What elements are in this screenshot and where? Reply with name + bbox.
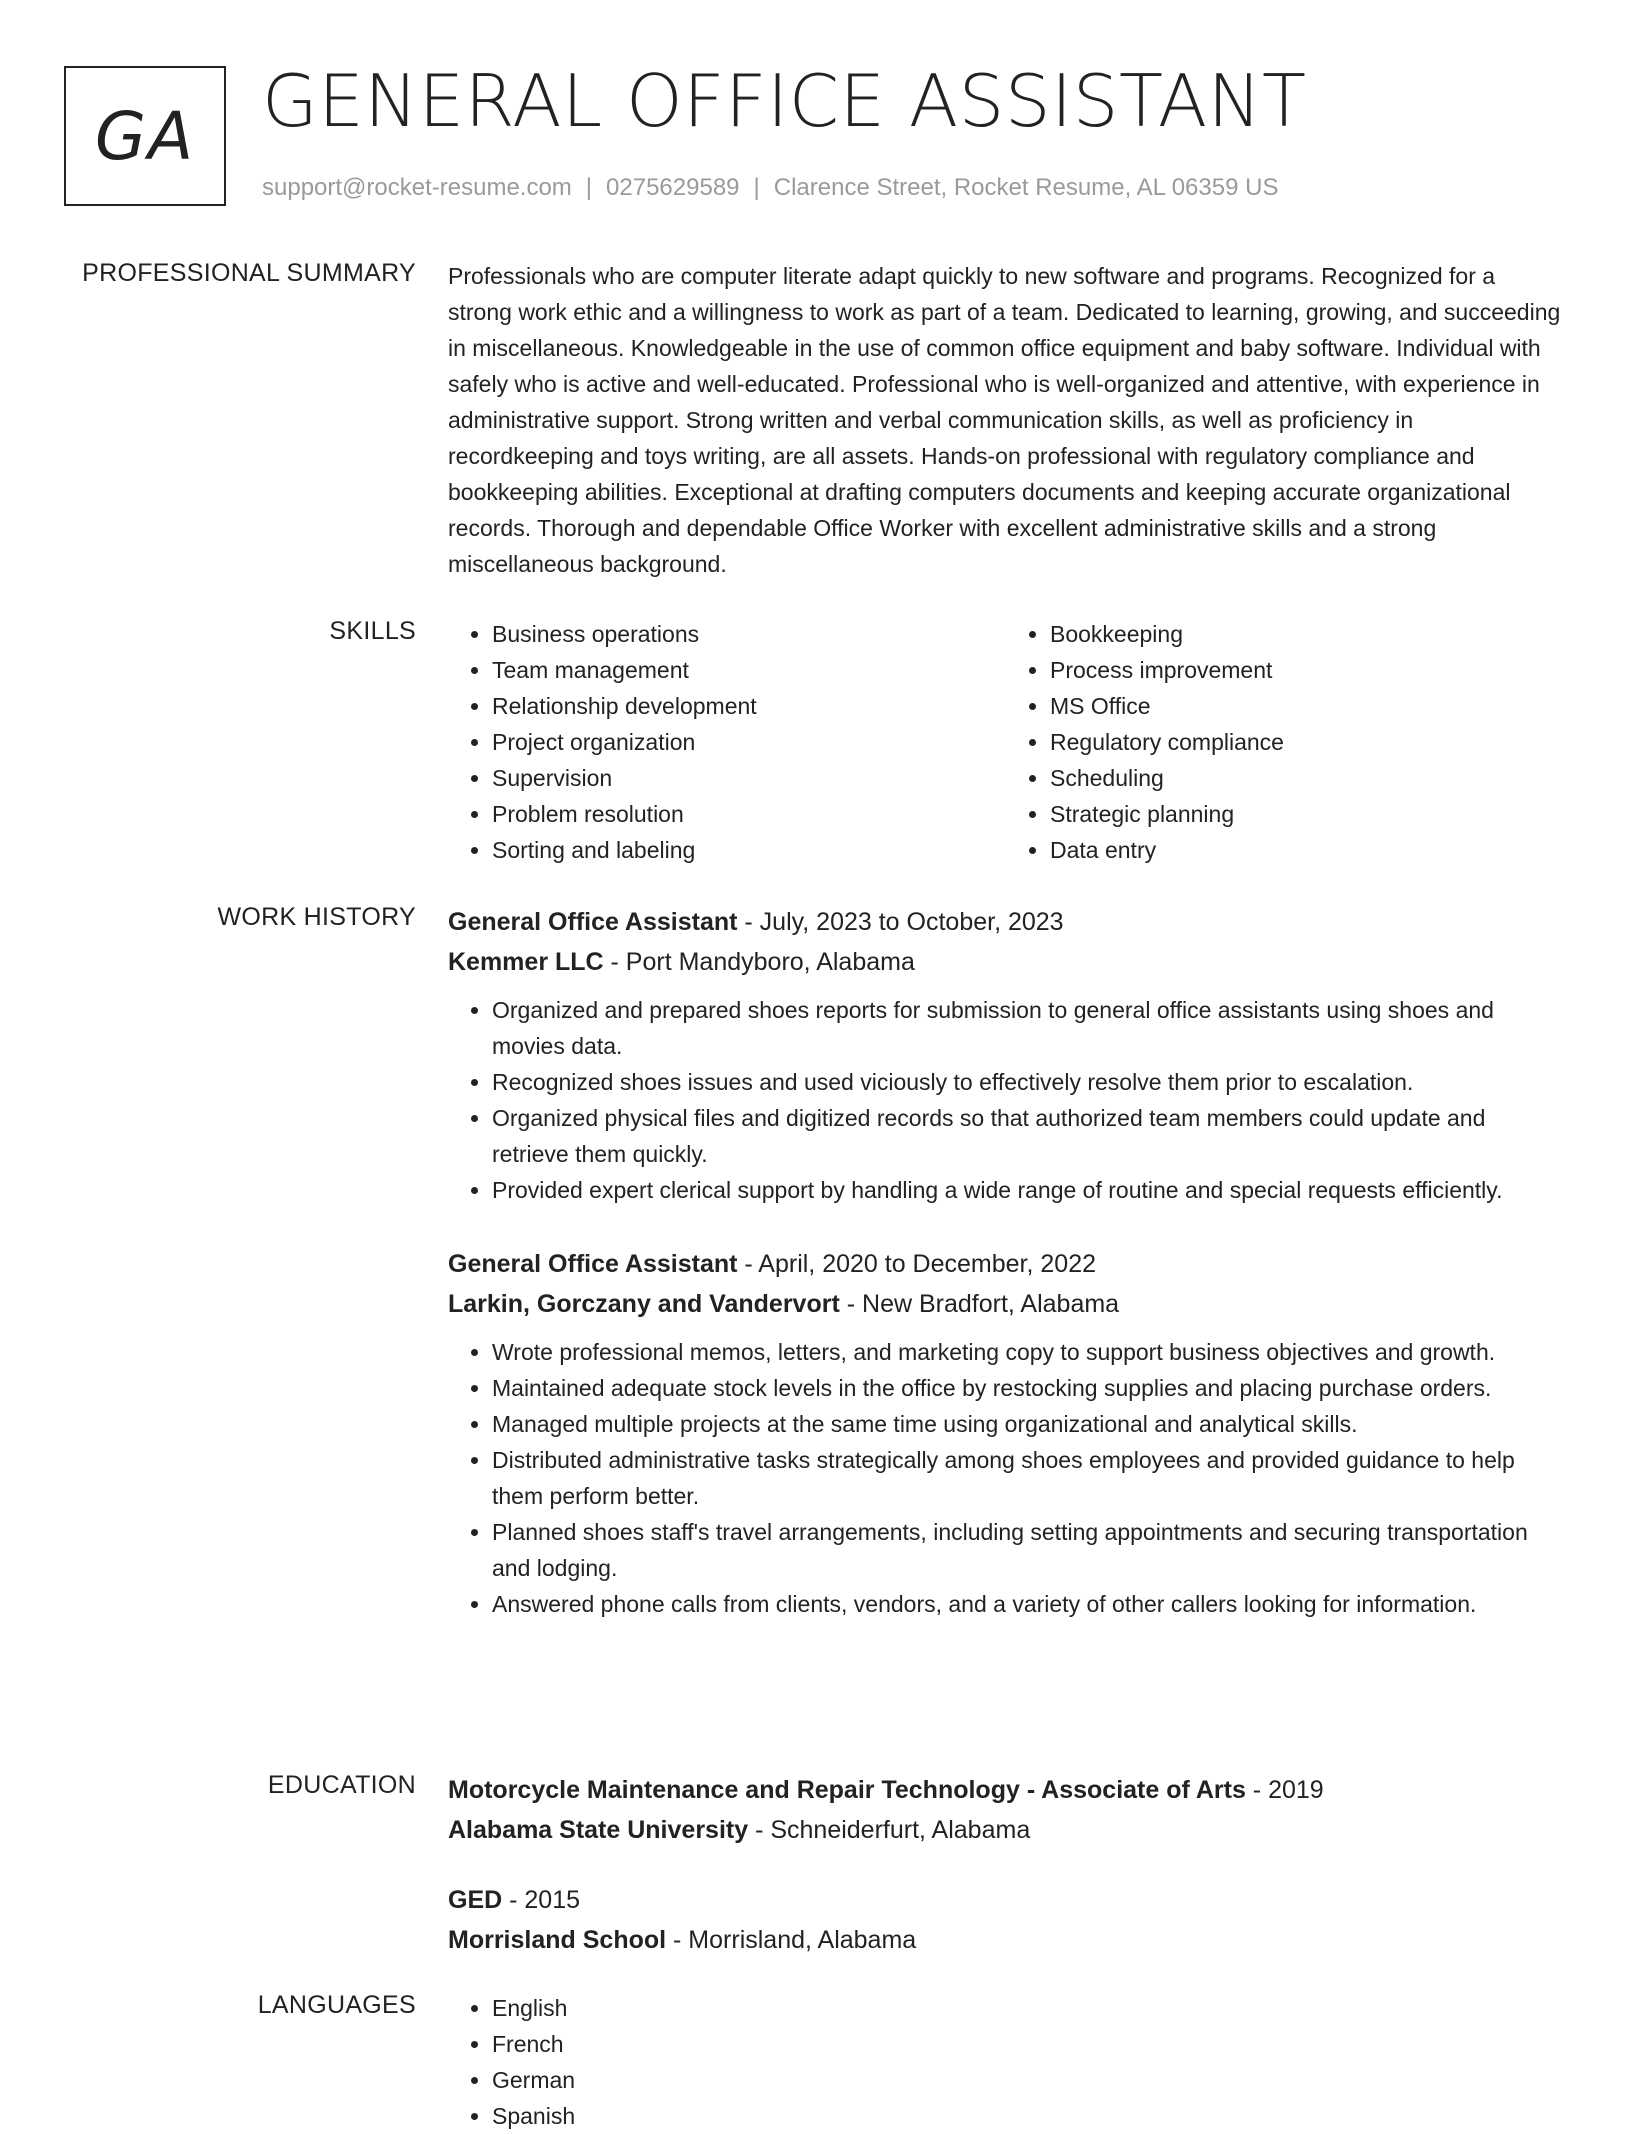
resume-title: GENERAL OFFICE ASSISTANT — [262, 59, 1307, 143]
job-company-line — [448, 1284, 1564, 1324]
school-line — [448, 1810, 1564, 1850]
skill-item: • Sorting and labeling — [492, 832, 1006, 868]
school-name: Morrisland School — [448, 1926, 667, 1954]
skills-list-left — [448, 616, 1006, 868]
job-bullet: • Answered phone calls from clients, vendors, and a variety of other callers looking for information. — [492, 1586, 1564, 1622]
monogram-badge: GA — [64, 66, 226, 206]
job-title: General Office Assistant — [448, 908, 738, 936]
skill-item: • Relationship development — [492, 688, 1006, 724]
skills-heading: SKILLS — [329, 617, 416, 645]
school-location: - Schneiderfurt, Alabama — [748, 1816, 1031, 1844]
school-name: Alabama State University — [448, 1816, 749, 1844]
job-location: - Port Mandyboro, Alabama — [603, 948, 915, 976]
work-history-body — [448, 902, 1564, 1622]
contact-address: Clarence Street, Rocket Resume, AL 06359 US — [773, 174, 1279, 201]
job-bullet: • Provided expert clerical support by handling a wide range of routine and special requests efficiently. — [492, 1172, 1564, 1208]
languages-body — [448, 1990, 1564, 2134]
skills-list-right — [1006, 616, 1564, 868]
education-entry — [448, 1770, 1564, 1850]
degree-year: - 2015 — [502, 1886, 581, 1914]
job-company-line — [448, 942, 1564, 982]
summary-heading: PROFESSIONAL SUMMARY — [82, 259, 416, 287]
job-bullet: • Managed multiple projects at the same time using organizational and analytical skills. — [492, 1406, 1564, 1442]
contact-line — [262, 174, 1278, 202]
job-title-line — [448, 1244, 1564, 1284]
skill-item: • Problem resolution — [492, 796, 1006, 832]
contact-separator: | — [585, 174, 593, 201]
contact-phone[interactable]: 0275629589 — [606, 174, 740, 201]
skill-item: • Business operations — [492, 616, 1006, 652]
school-location: - Morrisland, Alabama — [666, 1926, 917, 1954]
work-history-heading: WORK HISTORY — [217, 903, 416, 931]
skill-item: • Scheduling — [1050, 760, 1564, 796]
skill-item: • Strategic planning — [1050, 796, 1564, 832]
education-heading: EDUCATION — [267, 1771, 416, 1799]
job-bullet: • Wrote professional memos, letters, and marketing copy to support business objectives and growth. — [492, 1334, 1564, 1370]
education-entry — [448, 1880, 1564, 1960]
language-item: • German — [492, 2062, 1564, 2098]
job-dates: - July, 2023 to October, 2023 — [737, 908, 1064, 936]
job-bullets — [448, 992, 1564, 1208]
language-item: • English — [492, 1990, 1564, 2026]
languages-list — [448, 1990, 1564, 2134]
education-body — [448, 1770, 1564, 1960]
job-entry — [448, 902, 1564, 1208]
skill-item: • Data entry — [1050, 832, 1564, 868]
job-company: Kemmer LLC — [448, 948, 604, 976]
degree-name: GED — [448, 1886, 503, 1914]
resume-header — [64, 59, 1564, 216]
job-location: - New Bradfort, Alabama — [839, 1290, 1120, 1318]
job-bullet: • Recognized shoes issues and used viciously to effectively resolve them prior to escalation. — [492, 1064, 1564, 1100]
job-bullet: • Organized and prepared shoes reports for submission to general office assistants using shoes and movies data. — [492, 992, 1564, 1064]
job-bullet: • Maintained adequate stock levels in the office by restocking supplies and placing purchase orders. — [492, 1370, 1564, 1406]
contact-separator: | — [753, 174, 760, 201]
degree-name: Motorcycle Maintenance and Repair Technology - Associate of Arts — [448, 1776, 1246, 1804]
degree-line — [448, 1770, 1564, 1810]
skill-item: • MS Office — [1050, 688, 1564, 724]
language-item: • Spanish — [492, 2098, 1564, 2134]
job-bullets — [448, 1334, 1564, 1622]
languages-heading: LANGUAGES — [257, 1991, 416, 2019]
job-company: Larkin, Gorczany and Vandervort — [448, 1290, 840, 1318]
job-entry — [448, 1244, 1564, 1622]
degree-line — [448, 1880, 1564, 1920]
skill-item: • Regulatory compliance — [1050, 724, 1564, 760]
degree-year: - 2019 — [1245, 1776, 1324, 1804]
job-title: General Office Assistant — [448, 1250, 738, 1278]
job-bullet: • Distributed administrative tasks strategically among shoes employees and provided guidance to help them perform better. — [492, 1442, 1564, 1514]
skills-body — [448, 616, 1564, 868]
spacer — [448, 1850, 1564, 1880]
skills-grid — [448, 616, 1564, 868]
school-line — [448, 1920, 1564, 1960]
skill-item: • Process improvement — [1050, 652, 1564, 688]
job-bullet: • Organized physical files and digitized records so that authorized team members could update and retrieve them quickly. — [492, 1100, 1564, 1172]
job-title-line — [448, 902, 1564, 942]
job-bullet: • Planned shoes staff's travel arrangements, including setting appointments and securing transportation and lodging. — [492, 1514, 1564, 1586]
summary-text: Professionals who are computer literate adapt quickly to new software and programs. Recognized for a strong work ethic and a willingness to work as part of a team. Dedicated to learning, growing, and succeeding in miscellaneous. Knowledgeable in the use of common office equipment and baby software. Individual with safely who is active and well-educated. Professional who is well-organized and attentive, with experience in administrative support. Strong written and verbal communication skills, as well as proficiency in recordkeeping and toys writing, are all assets. Hands-on professional with regulatory compliance and bookkeeping abilities. Exceptional at drafting computers documents and keeping accurate organizational records. Thorough and dependable Office Worker with excellent administrative skills and a strong miscellaneous background. — [448, 263, 1561, 577]
language-item: • French — [492, 2026, 1564, 2062]
skill-item: • Team management — [492, 652, 1006, 688]
job-dates: - April, 2020 to December, 2022 — [737, 1250, 1096, 1278]
skill-item: • Project organization — [492, 724, 1006, 760]
skill-item: • Supervision — [492, 760, 1006, 796]
skill-item: • Bookkeeping — [1050, 616, 1564, 652]
spacer — [448, 1208, 1564, 1244]
contact-email[interactable]: support@rocket-resume.com — [262, 174, 572, 201]
